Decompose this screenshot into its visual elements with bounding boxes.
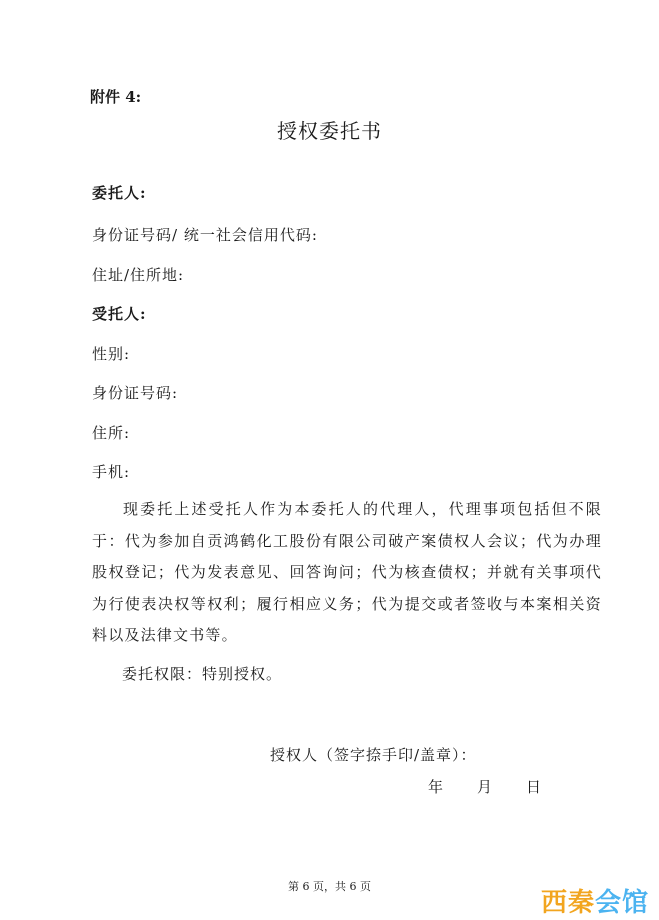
date-month: 月 — [477, 778, 493, 796]
mandate-text: 现委托上述受托人作为本委托人的代理人，代理事项包括但不限于：代为参加自贡鸿鹤化工股份有限公司破产案债权人会议；代为办理股权登记；代为发表意见、回答询问；代为核查债权；并就有关事项代为行使表决权等权利；履行相应义务；代为提交或者签收与本案相关资料以及法律文书等。 — [92, 500, 602, 644]
gender-label: 性别: — [92, 345, 131, 363]
attachment-label: 附件 4: — [90, 88, 142, 106]
watermark-part2: 会馆 — [594, 888, 649, 918]
watermark-logo — [541, 882, 649, 919]
id-label: 身份证号码: — [92, 384, 179, 402]
mandate-paragraph — [92, 494, 602, 652]
phone-label: 手机: — [92, 463, 131, 481]
watermark-part1: 西秦 — [540, 888, 595, 918]
authority-limit: 委托权限：特别授权。 — [122, 665, 283, 683]
id-or-credit-code-label: 身份证号码/ 统一社会信用代码: — [92, 226, 318, 244]
principal-label: 委托人: — [92, 184, 147, 202]
date-day: 日 — [526, 778, 542, 796]
address-label: 住址/住所地: — [92, 266, 185, 284]
residence-label: 住所: — [92, 424, 131, 442]
signature-label: 授权人（签字捺手印/盖章）： — [270, 746, 477, 764]
date-year: 年 — [428, 778, 444, 796]
document-title: 授权委托书 — [277, 119, 382, 143]
agent-label: 受托人: — [92, 305, 147, 323]
page-footer: 第 6 页，共 6 页 — [288, 880, 371, 893]
